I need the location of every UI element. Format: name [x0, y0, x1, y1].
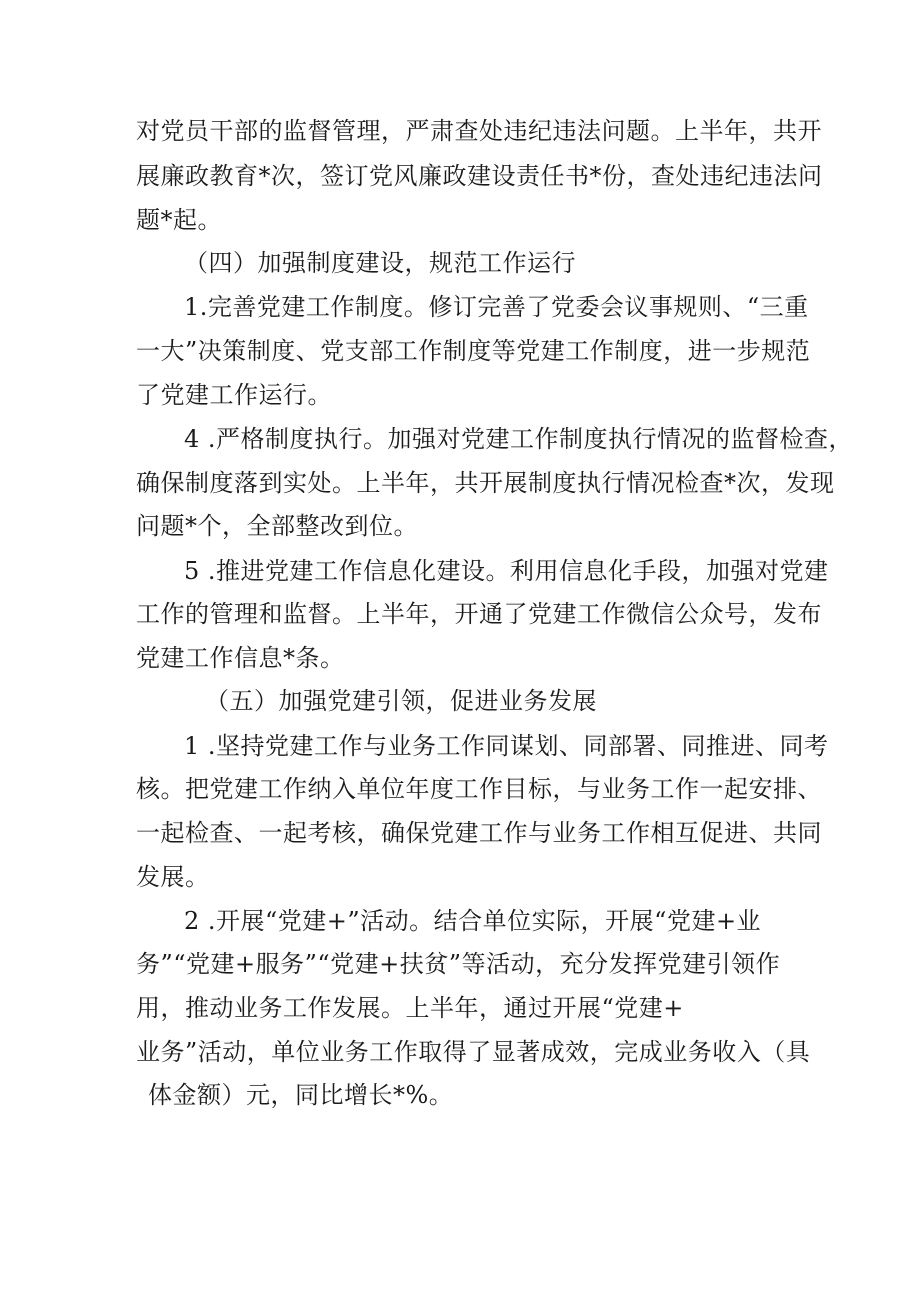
section-heading: （四）加强制度建设，规范工作运行: [184, 249, 576, 277]
body-text-line: 1.完善党建工作制度。修订完善了党委会议事规则、“三重: [184, 293, 809, 321]
body-text-line: 题*起。: [136, 206, 222, 234]
body-text-line: 对党员干部的监督管理，严肃查处违纪违法问题。上半年，共开: [136, 117, 822, 145]
body-text-line: 业务”活动，单位业务工作取得了显著成效，完成业务收入（具: [136, 1038, 811, 1066]
body-text-line: 1 .坚持党建工作与业务工作同谋划、同部署、同推进、同考: [184, 732, 829, 760]
body-text-line: 2 .开展“党建+”活动。结合单位实际，开展“党建+业: [184, 907, 762, 935]
body-text-line: 问题*个，全部整改到位。: [136, 512, 418, 540]
body-text-line: 发展。: [136, 863, 210, 891]
body-text-line: 确保制度落到实处。上半年，共开展制度执行情况检查*次，发现: [136, 469, 835, 497]
body-text-line: 核。把党建工作纳入单位年度工作目标，与业务工作一起安排、: [136, 775, 822, 803]
body-text-line: 4 .严格制度执行。加强对党建工作制度执行情况的监督检查，: [184, 425, 854, 453]
body-text-line: 了党建工作运行。: [136, 381, 332, 409]
section-heading: （五）加强党建引领，促进业务发展: [205, 687, 597, 715]
body-text-line: 展廉政教育*次，签订党风廉政建设责任书*份，查处违纪违法问: [136, 162, 823, 190]
body-text-line: 体金额）元，同比增长*%。: [148, 1081, 454, 1109]
body-text-line: 一起检查、一起考核，确保党建工作与业务工作相互促进、共同: [136, 819, 822, 847]
body-text-line: 工作的管理和监督。上半年，开通了党建工作微信公众号，发布: [136, 600, 822, 628]
body-text-line: 务”“党建+服务”“党建+扶贫”等活动，充分发挥党建引领作: [136, 950, 781, 978]
body-text-line: 党建工作信息*条。: [136, 644, 345, 672]
body-text-line: 一大”决策制度、党支部工作制度等党建工作制度，进一步规范: [136, 337, 811, 365]
body-text-line: 5 .推进党建工作信息化建设。利用信息化手段，加强对党建: [184, 557, 829, 585]
body-text-line: 用，推动业务工作发展。上半年，通过开展“党建+: [136, 994, 684, 1022]
